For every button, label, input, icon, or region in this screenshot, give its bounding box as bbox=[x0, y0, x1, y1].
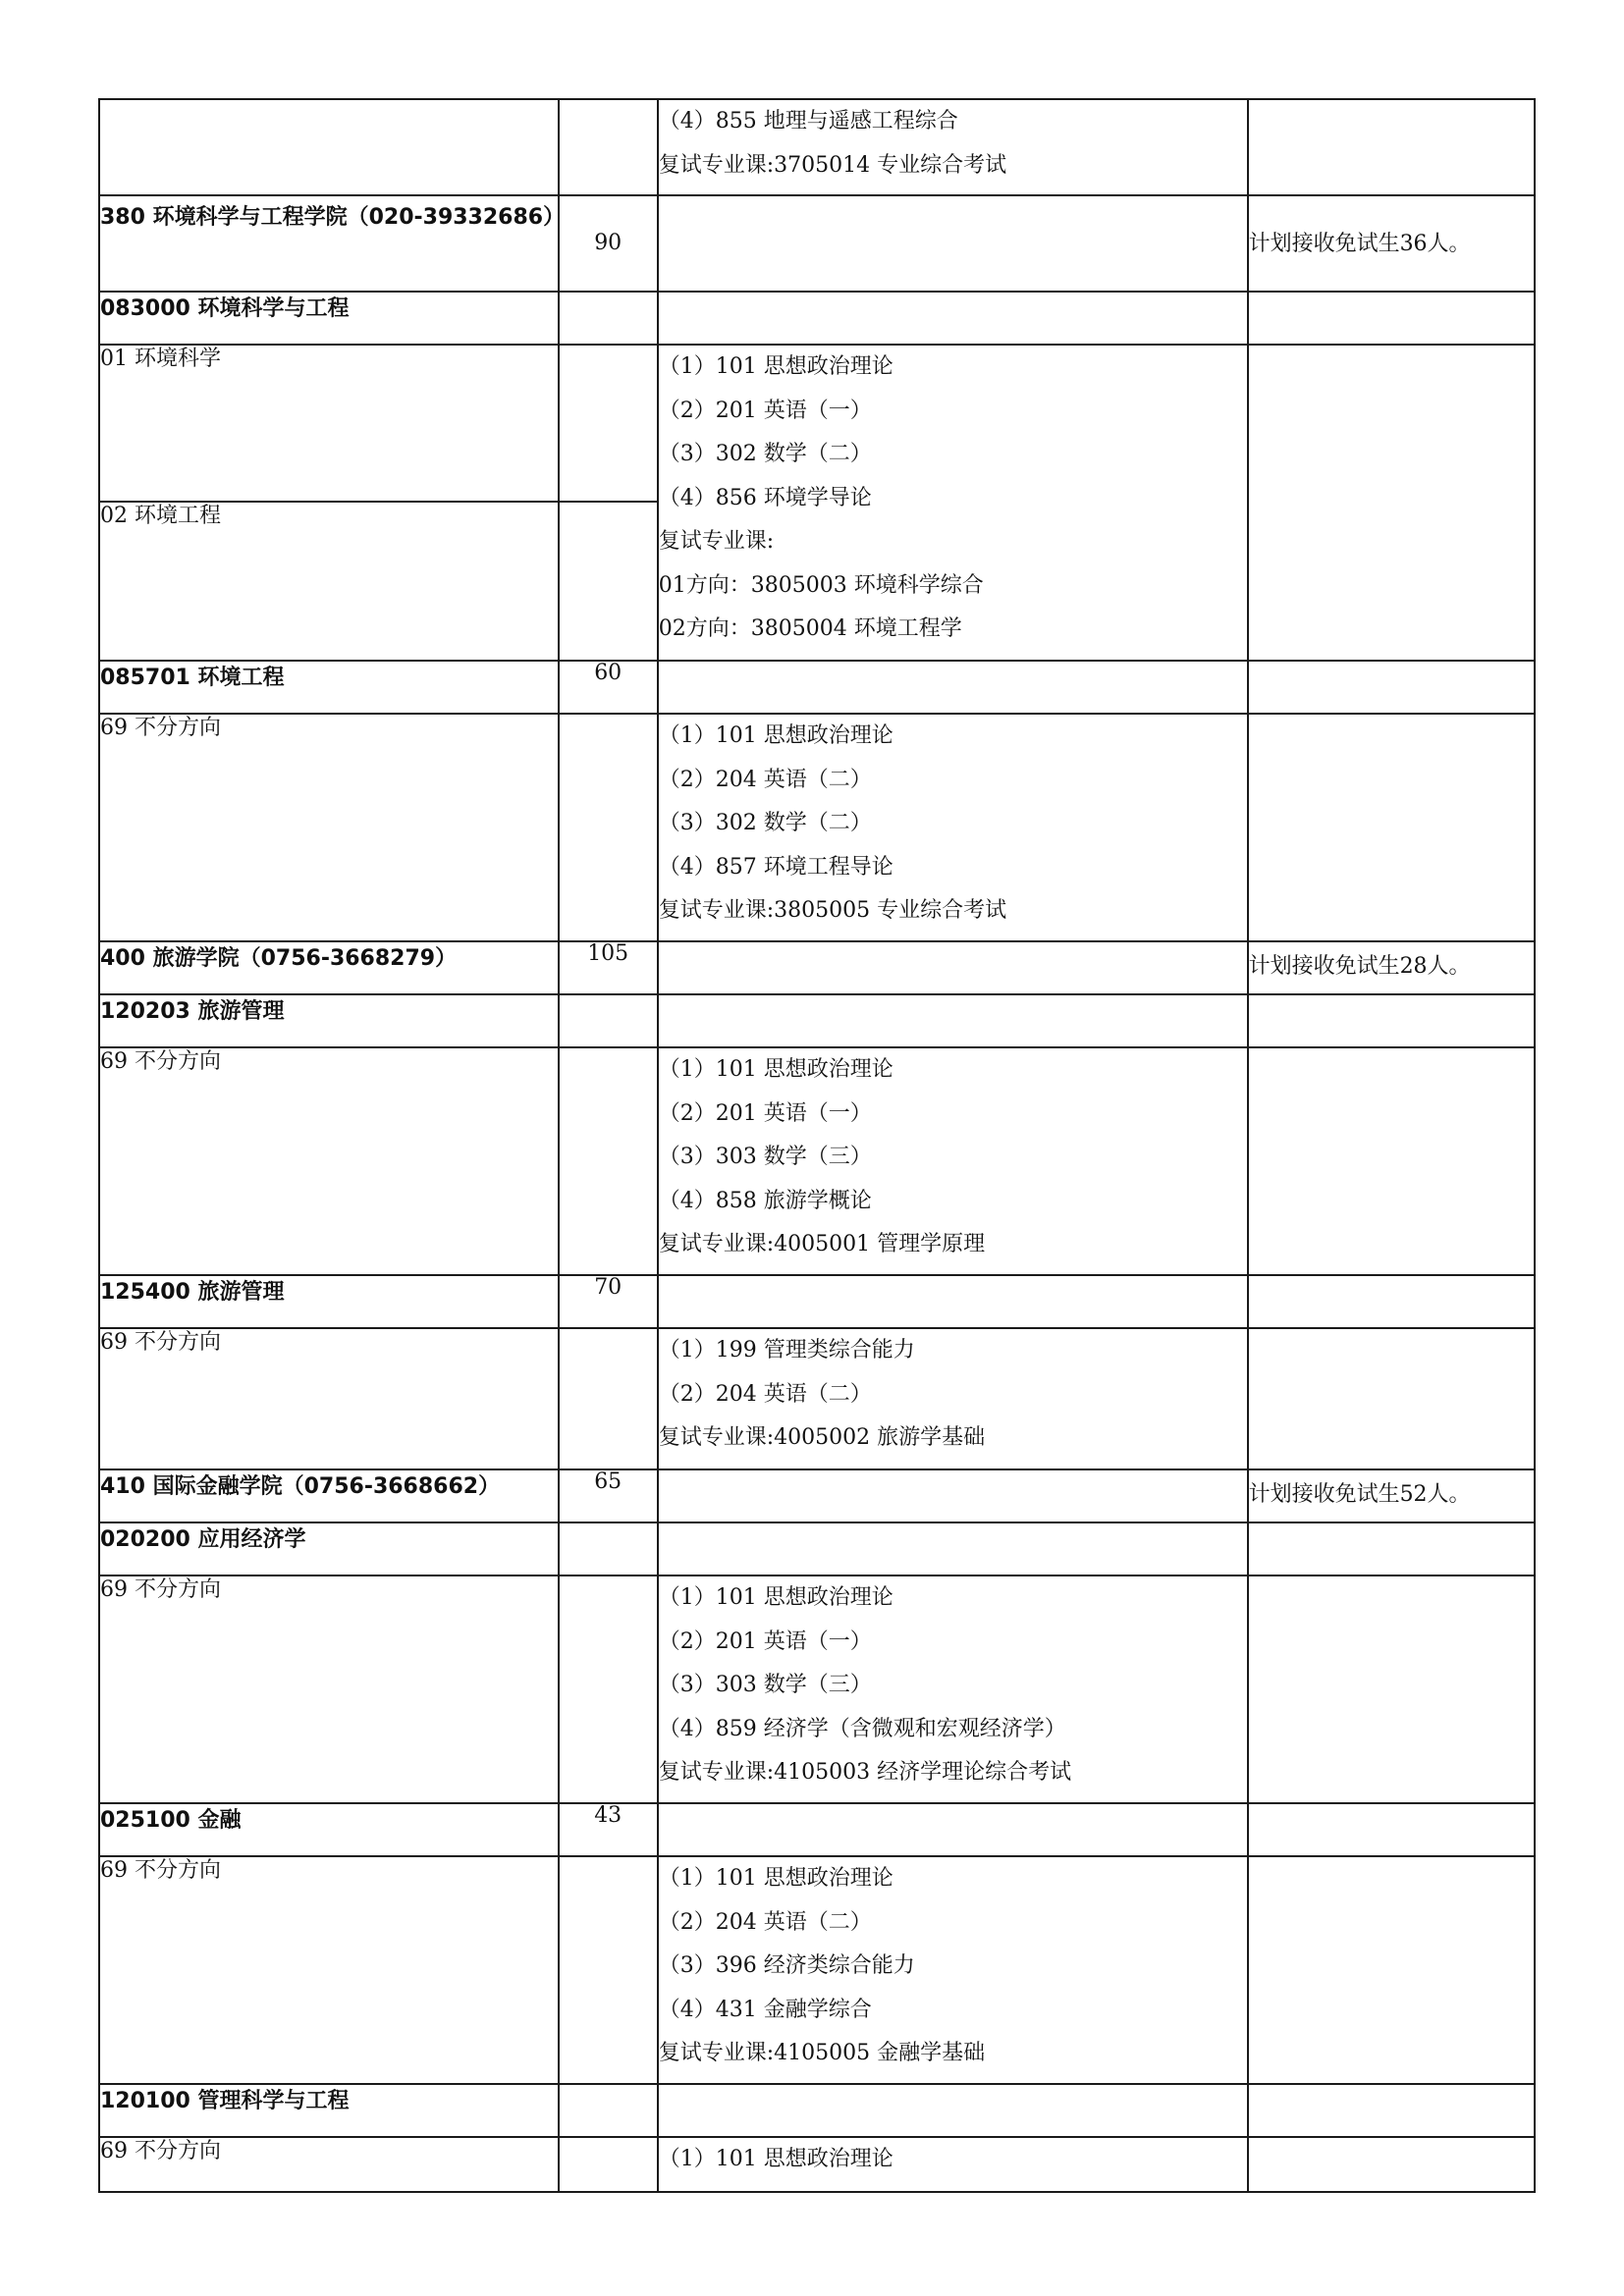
subject-line: （4）431 金融学综合 bbox=[658, 1997, 872, 2022]
table-row bbox=[99, 2084, 1535, 2137]
subject-line: （2）201 英语（一） bbox=[658, 1100, 872, 1126]
subjects-cell bbox=[658, 1522, 1248, 1575]
major-name: 025100 金融 bbox=[99, 1803, 559, 1856]
subject-line: 复试专业课: bbox=[658, 529, 775, 554]
subject-line: 复试专业课:3805005 专业综合考试 bbox=[658, 898, 1007, 923]
quota-cell bbox=[559, 2137, 658, 2192]
note-text: 计划接收免试生52人。 bbox=[1248, 1469, 1535, 1522]
subjects-cell bbox=[658, 1328, 1248, 1469]
quota-cell bbox=[559, 1575, 658, 1803]
table-row bbox=[99, 661, 1535, 714]
subject-line: （1）101 思想政治理论 bbox=[658, 354, 893, 379]
direction-name: 69 不分方向 bbox=[99, 1575, 559, 1803]
subjects-cell bbox=[658, 1275, 1248, 1328]
table-row bbox=[99, 1328, 1535, 1469]
quota-cell bbox=[559, 714, 658, 941]
subjects-cell bbox=[658, 2084, 1248, 2137]
subject-line: （4）859 经济学（含微观和宏观经济学） bbox=[658, 1716, 1066, 1741]
subject-line: 复试专业课:4005002 旅游学基础 bbox=[658, 1425, 986, 1450]
direction-cell bbox=[99, 99, 559, 195]
note-cell bbox=[1248, 714, 1535, 941]
note-cell bbox=[1248, 2137, 1535, 2192]
subject-line: （3）302 数学（二） bbox=[658, 442, 872, 466]
table-row bbox=[99, 1275, 1535, 1328]
subject-line: （1）101 思想政治理论 bbox=[658, 1866, 893, 1891]
direction-name: 02 环境工程 bbox=[99, 502, 559, 661]
subject-line: （4）856 环境学导论 bbox=[658, 485, 872, 510]
subjects-cell bbox=[658, 195, 1248, 292]
note-cell bbox=[1248, 1047, 1535, 1275]
subjects-cell bbox=[658, 1803, 1248, 1856]
subjects-cell bbox=[658, 1575, 1248, 1803]
department-name: 400 旅游学院（0756-3668279） bbox=[99, 941, 559, 994]
note-cell bbox=[1248, 292, 1535, 345]
department-name: 410 国际金融学院（0756-3668662） bbox=[99, 1469, 559, 1522]
quota-value: 43 bbox=[559, 1803, 658, 1856]
quota-value: 105 bbox=[559, 941, 658, 994]
subject-line: 复试专业课:3705014 专业综合考试 bbox=[658, 152, 1007, 178]
subject-line: （3）396 经济类综合能力 bbox=[658, 1953, 915, 1978]
subject-line: （2）204 英语（二） bbox=[658, 1381, 872, 1407]
quota-cell bbox=[559, 1856, 658, 2084]
subject-line: （4）857 环境工程导论 bbox=[658, 854, 893, 880]
subject-line: 复试专业课:4005001 管理学原理 bbox=[658, 1232, 986, 1256]
note-cell bbox=[1248, 2084, 1535, 2137]
subjects-cell bbox=[658, 1047, 1248, 1275]
quota-cell bbox=[559, 1522, 658, 1575]
major-name: 083000 环境科学与工程 bbox=[99, 292, 559, 345]
table-row bbox=[99, 1803, 1535, 1856]
subjects-cell bbox=[658, 99, 1248, 195]
table-row bbox=[99, 1047, 1535, 1275]
table-row bbox=[99, 941, 1535, 994]
subject-line: （4）855 地理与遥感工程综合 bbox=[658, 109, 958, 133]
note-cell bbox=[1248, 661, 1535, 714]
note-cell bbox=[1248, 1275, 1535, 1328]
subjects-cell bbox=[658, 994, 1248, 1047]
quota-cell bbox=[559, 994, 658, 1047]
major-name: 125400 旅游管理 bbox=[99, 1275, 559, 1328]
quota-cell bbox=[559, 1047, 658, 1275]
note-cell bbox=[1248, 345, 1535, 661]
quota-cell bbox=[559, 2084, 658, 2137]
major-name: 085701 环境工程 bbox=[99, 661, 559, 714]
admissions-table bbox=[98, 98, 1536, 2193]
subjects-cell bbox=[658, 714, 1248, 941]
direction-name: 69 不分方向 bbox=[99, 2137, 559, 2192]
subjects-cell bbox=[658, 1856, 1248, 2084]
table-row bbox=[99, 714, 1535, 941]
direction-name: 69 不分方向 bbox=[99, 1328, 559, 1469]
note-cell bbox=[1248, 1856, 1535, 2084]
subjects-cell bbox=[658, 1469, 1248, 1522]
subject-line: （3）302 数学（二） bbox=[658, 811, 872, 835]
table-row bbox=[99, 292, 1535, 345]
quota-value: 65 bbox=[559, 1469, 658, 1522]
table-row bbox=[99, 2137, 1535, 2192]
subjects-cell bbox=[658, 2137, 1248, 2192]
major-name: 120100 管理科学与工程 bbox=[99, 2084, 559, 2137]
quota-cell bbox=[559, 502, 658, 661]
quota-cell bbox=[559, 99, 658, 195]
table-row bbox=[99, 1575, 1535, 1803]
quota-value: 60 bbox=[559, 661, 658, 714]
subject-line: 复试专业课:4105005 金融学基础 bbox=[658, 2041, 986, 2065]
subject-line: （1）101 思想政治理论 bbox=[658, 2147, 893, 2171]
subject-line: 02方向：3805004 环境工程学 bbox=[658, 616, 962, 641]
note-cell bbox=[1248, 994, 1535, 1047]
table-row bbox=[99, 994, 1535, 1047]
subject-line: （2）201 英语（一） bbox=[658, 398, 872, 423]
note-text: 计划接收免试生28人。 bbox=[1248, 941, 1535, 994]
table-row bbox=[99, 99, 1535, 195]
department-name: 380 环境科学与工程学院（020-39332686） bbox=[99, 195, 559, 292]
direction-name: 69 不分方向 bbox=[99, 1047, 559, 1275]
subject-line: 复试专业课:4105003 经济学理论综合考试 bbox=[658, 1760, 1072, 1785]
subject-line: （2）201 英语（一） bbox=[658, 1629, 872, 1654]
subject-line: （1）199 管理类综合能力 bbox=[658, 1338, 915, 1362]
subject-line: （1）101 思想政治理论 bbox=[658, 1057, 893, 1082]
note-cell bbox=[1248, 99, 1535, 195]
note-cell bbox=[1248, 1522, 1535, 1575]
subjects-cell bbox=[658, 292, 1248, 345]
major-name: 120203 旅游管理 bbox=[99, 994, 559, 1047]
direction-name: 69 不分方向 bbox=[99, 714, 559, 941]
direction-name: 01 环境科学 bbox=[99, 345, 559, 502]
direction-name: 69 不分方向 bbox=[99, 1856, 559, 2084]
note-cell bbox=[1248, 1328, 1535, 1469]
subject-line: （2）204 英语（二） bbox=[658, 767, 872, 792]
table-row bbox=[99, 195, 1535, 292]
subject-line: （2）204 英语（二） bbox=[658, 1909, 872, 1935]
table-row bbox=[99, 1856, 1535, 2084]
quota-cell bbox=[559, 345, 658, 502]
quota-value: 70 bbox=[559, 1275, 658, 1328]
note-cell bbox=[1248, 1575, 1535, 1803]
subject-line: 01方向：3805003 环境科学综合 bbox=[658, 572, 984, 598]
subject-line: （3）303 数学（三） bbox=[658, 1673, 872, 1697]
quota-cell bbox=[559, 1328, 658, 1469]
note-cell bbox=[1248, 1803, 1535, 1856]
quota-value: 90 bbox=[559, 195, 658, 292]
quota-cell bbox=[559, 292, 658, 345]
subject-line: （3）303 数学（三） bbox=[658, 1145, 872, 1169]
table-row bbox=[99, 1469, 1535, 1522]
note-text: 计划接收免试生36人。 bbox=[1248, 195, 1535, 292]
subjects-cell bbox=[658, 941, 1248, 994]
subject-line: （1）101 思想政治理论 bbox=[658, 1585, 893, 1610]
table-row bbox=[99, 345, 1535, 502]
subject-line: （4）858 旅游学概论 bbox=[658, 1188, 872, 1213]
subjects-cell bbox=[658, 661, 1248, 714]
admissions-catalog-page bbox=[98, 98, 1536, 2193]
subject-line: （1）101 思想政治理论 bbox=[658, 723, 893, 748]
major-name: 020200 应用经济学 bbox=[99, 1522, 559, 1575]
subjects-cell bbox=[658, 345, 1248, 661]
table-row bbox=[99, 1522, 1535, 1575]
